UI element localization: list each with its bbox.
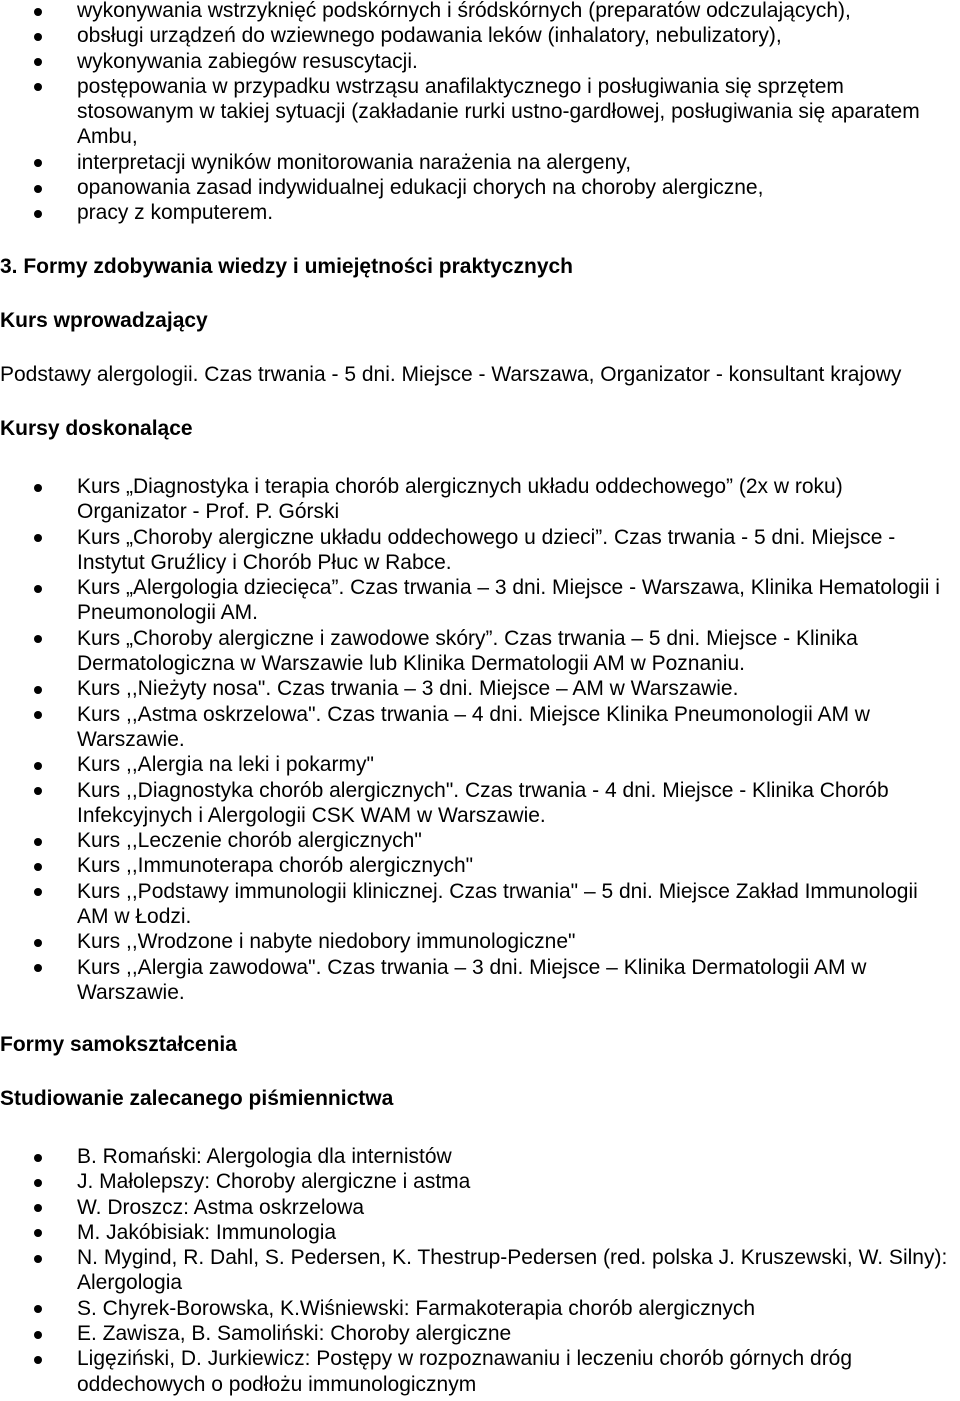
bullet-icon xyxy=(34,1179,42,1187)
list-item-line: Organizator - Prof. P. Górski xyxy=(77,500,340,524)
book-item xyxy=(77,1346,957,1397)
course-item xyxy=(77,676,957,701)
course-item xyxy=(77,626,957,677)
list-item-line: oddechowych o podłożu immunologicznym xyxy=(77,1372,477,1396)
course-item xyxy=(77,879,957,930)
bullet-icon xyxy=(34,58,42,66)
list-item-line: stosowanym w takiej sytuacji (zakładanie rurki ustno-gardłowej, posługiwania się aparatem xyxy=(77,100,920,124)
intro-course-text: Podstawy alergologii. Czas trwania - 5 dni. Miejsce - Warszawa, Organizator - konsultant krajowy xyxy=(0,363,902,386)
bullet-icon xyxy=(34,1356,42,1364)
reading-list-heading: Studiowanie zalecanego piśmiennictwa xyxy=(0,1087,394,1110)
list-item-line: Pneumonologii AM. xyxy=(77,601,258,625)
list-item-line: Kurs ,,Diagnostyka chorób alergicznych". Czas trwania - 4 dni. Miejsce - Klinika Chorób xyxy=(77,778,889,802)
course-item xyxy=(77,474,957,525)
advanced-courses-heading: Kursy doskonalące xyxy=(0,417,193,440)
course-item xyxy=(77,853,957,878)
list-item-line: Alergologia xyxy=(77,1271,183,1295)
list-item-line: Kurs ,,Wrodzone i nabyte niedobory immunologiczne" xyxy=(77,930,576,954)
list-item-line: W. Droszcz: Astma oskrzelowa xyxy=(77,1195,365,1219)
self-study-heading: Formy samokształcenia xyxy=(0,1033,237,1056)
bullet-icon xyxy=(34,8,42,16)
skill-item xyxy=(77,23,957,48)
skill-item xyxy=(77,175,957,200)
list-item-line: wykonywania zabiegów resuscytacji. xyxy=(77,49,418,73)
bullet-icon xyxy=(34,711,42,719)
list-item-line: Kurs „Choroby alergiczne i zawodowe skóry”. Czas trwania – 5 dni. Miejsce - Klinika xyxy=(77,626,858,650)
bullet-icon xyxy=(34,585,42,593)
list-item-line: Kurs „Choroby alergiczne układu oddechowego u dzieci”. Czas trwania - 5 dni. Miejsce - xyxy=(77,525,896,549)
bullet-icon xyxy=(34,1331,42,1339)
bullet-icon xyxy=(34,686,42,694)
list-item-line: B. Romański: Alergologia dla internistów xyxy=(77,1145,452,1168)
skills-list xyxy=(77,0,957,226)
list-item-line: Instytut Gruźlicy i Chorób Płuc w Rabce. xyxy=(77,550,452,574)
course-item xyxy=(77,575,957,626)
list-item-line: Dermatologiczna w Warszawie lub Klinika Dermatologii AM w Poznaniu. xyxy=(77,652,745,676)
book-item xyxy=(77,1296,957,1321)
bullet-icon xyxy=(34,159,42,167)
bullet-icon xyxy=(34,964,42,972)
bullet-icon xyxy=(34,762,42,770)
list-item-line: Ligęziński, D. Jurkiewicz: Postępy w rozpoznawaniu i leczeniu chorób górnych dróg xyxy=(77,1347,853,1371)
skill-item xyxy=(77,49,957,74)
list-item-line: Ambu, xyxy=(77,125,138,149)
list-item-line: Kurs „Alergologia dziecięca”. Czas trwania – 3 dni. Miejsce - Warszawa, Klinika Hematologii i xyxy=(77,576,940,600)
list-item-line: pracy z komputerem. xyxy=(77,201,274,225)
course-item xyxy=(77,702,957,753)
section-heading: 3. Formy zdobywania wiedzy i umiejętności praktycznych xyxy=(0,255,573,278)
list-item-line: Warszawie. xyxy=(77,727,185,751)
course-item xyxy=(77,929,957,954)
list-item-line: wykonywania wstrzyknięć podskórnych i śródskórnych (preparatów odczulających), xyxy=(77,0,851,22)
list-item-line: interpretacji wyników monitorowania narażenia na alergeny, xyxy=(77,150,632,174)
book-item xyxy=(77,1169,957,1194)
list-item-line: Kurs ,,Nieżyty nosa". Czas trwania – 3 dni. Miejsce – AM w Warszawie. xyxy=(77,677,739,701)
advanced-courses-list xyxy=(77,474,957,1005)
list-item-line: S. Chyrek-Borowska, K.Wiśniewski: Farmakoterapia chorób alergicznych xyxy=(77,1296,756,1320)
list-item-line: obsługi urządzeń do wziewnego podawania leków (inhalatory, nebulizatory), xyxy=(77,24,782,48)
reading-list xyxy=(77,1144,957,1397)
list-item-line: Kurs ,,Leczenie chorób alergicznych" xyxy=(77,829,422,853)
skill-item xyxy=(77,150,957,175)
intro-course-heading: Kurs wprowadzający xyxy=(0,309,208,332)
list-item-line: Kurs ,,Immunoterapa chorób alergicznych" xyxy=(77,854,474,878)
bullet-icon xyxy=(34,1204,42,1212)
list-item-line: J. Małolepszy: Choroby alergiczne i astma xyxy=(77,1170,471,1194)
skill-item xyxy=(77,200,957,225)
list-item-line: E. Zawisza, B. Samoliński: Choroby alergiczne xyxy=(77,1322,512,1346)
list-item-line: Warszawie. xyxy=(77,980,185,1004)
course-item xyxy=(77,828,957,853)
list-item-line: AM w Łodzi. xyxy=(77,905,192,929)
list-item-line: postępowania w przypadku wstrząsu anafilaktycznego i posługiwania się sprzętem xyxy=(77,74,844,98)
course-item xyxy=(77,955,957,1006)
course-item xyxy=(77,525,957,576)
bullet-icon xyxy=(34,863,42,871)
bullet-icon xyxy=(34,185,42,193)
bullet-icon xyxy=(34,484,42,492)
bullet-icon xyxy=(34,83,42,91)
bullet-icon xyxy=(34,635,42,643)
bullet-icon xyxy=(34,838,42,846)
course-item xyxy=(77,752,957,777)
list-item-line: Infekcyjnych i Alergologii CSK WAM w Warszawie. xyxy=(77,803,546,827)
bullet-icon xyxy=(34,33,42,41)
list-item-line: Kurs ,,Astma oskrzelowa". Czas trwania – 4 dni. Miejsce Klinika Pneumonologii AM w xyxy=(77,702,870,726)
list-item-line: opanowania zasad indywidualnej edukacji chorych na choroby alergiczne, xyxy=(77,176,764,200)
bullet-icon xyxy=(34,1154,42,1162)
list-item-line: M. Jakóbisiak: Immunologia xyxy=(77,1220,337,1244)
bullet-icon xyxy=(34,888,42,896)
bullet-icon xyxy=(34,1229,42,1237)
list-item-line: Kurs „Diagnostyka i terapia chorób alergicznych układu oddechowego” (2x w roku) xyxy=(77,475,843,498)
book-item xyxy=(77,1144,957,1169)
bullet-icon xyxy=(34,534,42,542)
list-item-line: N. Mygind, R. Dahl, S. Pedersen, K. Thestrup-Pedersen (red. polska J. Kruszewski, W. Silny): xyxy=(77,1246,948,1270)
skill-item xyxy=(77,0,957,23)
bullet-icon xyxy=(34,210,42,218)
book-item xyxy=(77,1245,957,1296)
list-item-line: Kurs ,,Alergia zawodowa". Czas trwania – 3 dni. Miejsce – Klinika Dermatologii AM w xyxy=(77,955,867,979)
bullet-icon xyxy=(34,1255,42,1263)
book-item xyxy=(77,1220,957,1245)
skill-item xyxy=(77,74,957,150)
list-item-line: Kurs ,,Alergia na leki i pokarmy" xyxy=(77,753,374,777)
course-item xyxy=(77,778,957,829)
book-item xyxy=(77,1195,957,1220)
list-item-line: Kurs ,,Podstawy immunologii klinicznej. Czas trwania" – 5 dni. Miejsce Zakład Immunologii xyxy=(77,879,918,903)
bullet-icon xyxy=(34,939,42,947)
bullet-icon xyxy=(34,787,42,795)
book-item xyxy=(77,1321,957,1346)
bullet-icon xyxy=(34,1305,42,1313)
